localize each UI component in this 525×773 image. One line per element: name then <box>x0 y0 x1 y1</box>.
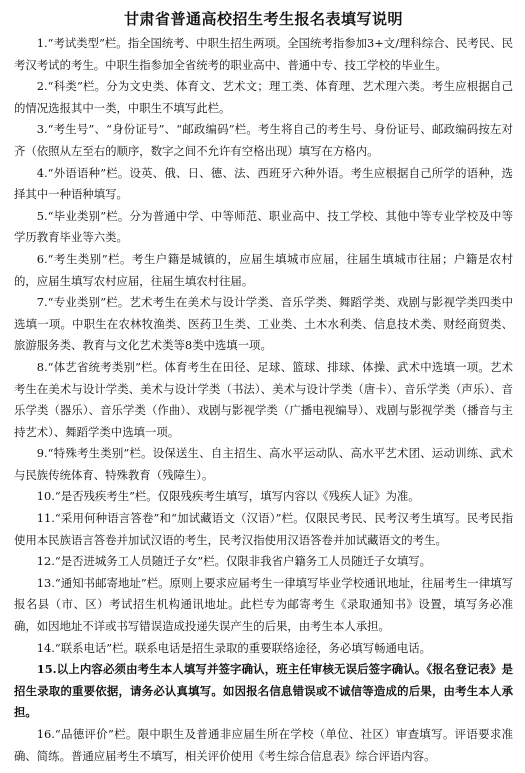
instruction-item-6: 6.“考生类别”栏。考生户籍是城镇的，应届生填城市应届，往届生填城市往届；户籍是农村的，应届生填写农村应届，往届生填农村往届。 <box>14 251 513 288</box>
instruction-item-10: 10.“是否残疾考生”栏。仅限残疾考生填写，填写内容以《残疾人证》为准。 <box>36 489 420 504</box>
instruction-item-8: 8.“体艺省统考类别”栏。体育考生在田径、足球、篮球、排球、体操、武术中选填一项。艺术考生在美术与设计学类、美术与设计学类（书法）、美术与设计学类（唐卡）、音乐学类（声乐）、音乐学类（器乐）、音乐学类（作曲）、戏剧与影视学类（广播电视编导）、戏剧与影视学类（播音与主持艺术）、舞蹈学类中选填一项。 <box>14 359 513 439</box>
document-title: 甘肃省普通高校招生考生报名表填写说明 <box>123 10 403 28</box>
instruction-item-5: 5.“毕业类别”栏。分为普通中学、中等师范、职业高中、技工学校、其他中等专业学校及中等学历教育毕业等六类。 <box>14 208 513 245</box>
instruction-item-9: 9.“特殊考生类别”栏。设保送生、自主招生、高水平运动队、高水平艺术团、运动训练、武术与民族传统体育、特殊教育（残障生）。 <box>14 446 513 482</box>
instruction-item-13: 13.“通知书邮寄地址”栏。原则上要求应届考生一律填写毕业学校通讯地址，往届考生一律填写报名县（市、区）考试招生机构通讯地址。此栏专为邮寄考生《录取通知书》设置，填写务必准确，如因地址不详或书写错误造成投递失误产生的后果，由考生本人承担。 <box>14 575 513 634</box>
instruction-item-3: 3.“考生号”、“身份证号”、“邮政编码”栏。考生将自己的考生号、身份证号、邮政编码按左对齐（依照从左至右的顺序，数字之间不允许有空格出现）填写在方格内。 <box>14 122 513 158</box>
instruction-item-11: 11.“采用何种语言答卷”和“加试藏语文（汉语）”栏。仅限民考民、民考汉考生填写。民考民指使用本民族语言答卷并加试汉语的考生，民考汉指使用汉语答卷并加试藏语文的考生。 <box>14 511 513 547</box>
instruction-item-16: 16.“品德评价”栏。限中职生及普通非应届生所在学校（单位、社区）审查填写。评语要求准确、简练。普通应届考生不填写，相关评价使用《考生综合信息表》综合评语内容。 <box>14 727 513 763</box>
instruction-item-15: 15.以上内容必须由考生本人填写并签字确认，班主任审核无误后签字确认。《报名登记表》是招生录取的重要依据，请务必认真填写。如因报名信息错误或不诚信等造成的后果，由考生本人承担。 <box>14 662 513 720</box>
instruction-list <box>14 33 513 767</box>
instruction-item-7: 7.“专业类别”栏。艺术考生在美术与设计学类、音乐学类、舞蹈学类、戏剧与影视学类四类中选填一项。中职生在农林牧渔类、医药卫生类、工业类、土木水利类、信息技术类、财经商贸类、旅游服务类、教育与文化艺术类等8类中选填一项。 <box>14 295 513 353</box>
instruction-item-14: 14.“联系电话”栏。联系电话是招生录取的重要联络途径，务必填写畅通电话。 <box>36 640 432 655</box>
instruction-item-12: 12.“是否进城务工人员随迁子女”栏。仅限非我省户籍务工人员随迁子女填写。 <box>36 554 432 569</box>
instruction-item-4: 4.“外语语种”栏。设英、俄、日、德、法、西班牙六种外语。考生应根据自己所学的语种，选择其中一种语种填写。 <box>14 165 513 202</box>
instruction-item-2: 2.“科类”栏。分为文史类、体育文、艺术文；理工类、体育理、艺术理六类。考生应根据自己的情况选报其中一类，中职生不填写此栏。 <box>14 79 513 115</box>
instruction-item-1: 1.“考试类型”栏。指全国统考、中职生招生两项。全国统考指参加3+文/理科综合、民考民、民考汉考试的考生。中职生指参加全省统考的职业高中、普通中专、技工学校的毕业生。 <box>14 36 513 72</box>
